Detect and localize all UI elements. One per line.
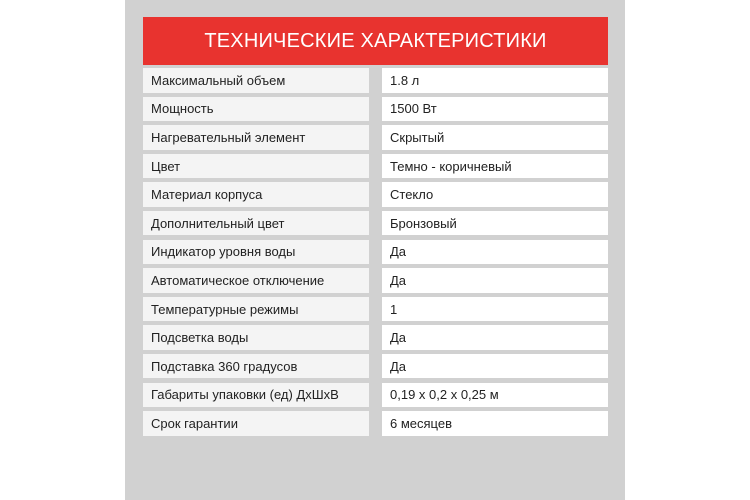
spec-row <box>143 297 608 322</box>
spec-value: Да <box>382 240 608 265</box>
spec-value: Стекло <box>382 182 608 207</box>
spec-table <box>143 68 608 440</box>
spec-row <box>143 154 608 179</box>
spec-row <box>143 182 608 207</box>
spec-name: Дополнительный цвет <box>143 211 369 236</box>
spec-row <box>143 125 608 150</box>
spec-name: Подсветка воды <box>143 325 369 350</box>
spec-name: Мощность <box>143 97 369 122</box>
spec-value: Да <box>382 325 608 350</box>
spec-row <box>143 240 608 265</box>
spec-value: 6 месяцев <box>382 411 608 436</box>
spec-row <box>143 97 608 122</box>
spec-value: 1500 Вт <box>382 97 608 122</box>
spec-row <box>143 411 608 436</box>
spec-name: Максимальный объем <box>143 68 369 93</box>
spec-row <box>143 383 608 408</box>
spec-name: Автоматическое отключение <box>143 268 369 293</box>
spec-row <box>143 68 608 93</box>
spec-name: Подставка 360 градусов <box>143 354 369 379</box>
spec-name: Цвет <box>143 154 369 179</box>
spec-value: 1 <box>382 297 608 322</box>
spec-row <box>143 325 608 350</box>
spec-value: 1.8 л <box>382 68 608 93</box>
spec-name: Нагревательный элемент <box>143 125 369 150</box>
spec-name: Габариты упаковки (ед) ДхШхВ <box>143 383 369 408</box>
spec-name: Материал корпуса <box>143 182 369 207</box>
spec-name: Индикатор уровня воды <box>143 240 369 265</box>
spec-row <box>143 211 608 236</box>
spec-value: Да <box>382 354 608 379</box>
spec-title: ТЕХНИЧЕСКИЕ ХАРАКТЕРИСТИКИ <box>204 29 547 52</box>
spec-value: 0,19 х 0,2 х 0,25 м <box>382 383 608 408</box>
spec-title-banner <box>143 17 608 65</box>
spec-name: Температурные режимы <box>143 297 369 322</box>
spec-value: Бронзовый <box>382 211 608 236</box>
spec-row <box>143 354 608 379</box>
spec-value: Темно - коричневый <box>382 154 608 179</box>
spec-row <box>143 268 608 293</box>
spec-value: Скрытый <box>382 125 608 150</box>
spec-name: Срок гарантии <box>143 411 369 436</box>
spec-value: Да <box>382 268 608 293</box>
